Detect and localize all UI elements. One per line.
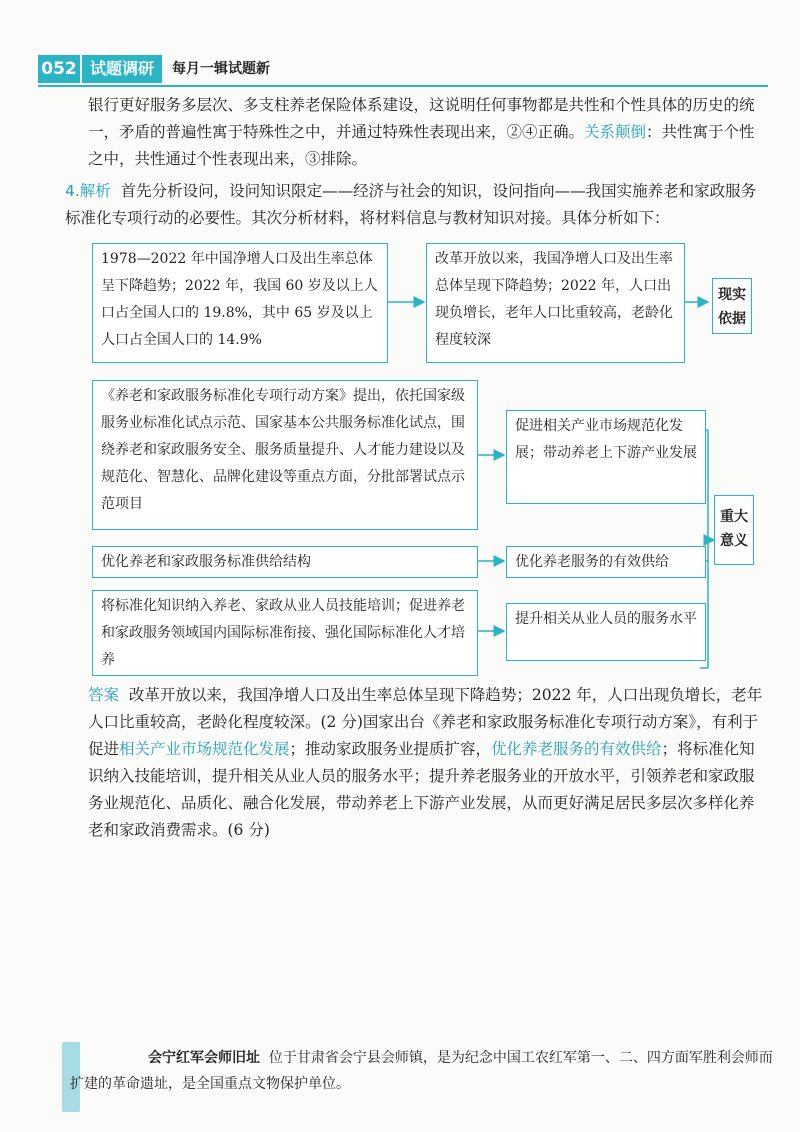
section-subtitle: 每月一辑试题新	[172, 61, 270, 77]
result-box-3: 优化养老服务的有效供给	[506, 546, 706, 578]
footer-note	[70, 1045, 780, 1097]
material-box-4: 将标准化知识纳入养老、家政从业人员技能培训；促进养老和家政服务领域国内国际标准衔接、强化国际标准化人才培养	[92, 590, 478, 676]
answer-text-2: ；推动家政服务业提质扩容，	[289, 740, 492, 758]
intro-highlight: 关系颠倒	[584, 123, 647, 141]
material-box-2: 《养老和家政服务标准化专项行动方案》提出，依托国家级服务业标准化试点示范、国家基本公共服务标准化试点，围绕养老和家政服务安全、服务质量提升、人才能力建设以及规范化、智慧化、品牌化建设等重点方面，分批部署试点示范项目	[92, 380, 478, 530]
intro-text-end: ：共性寓于个性之中，共性通过个性表现出来，③排除。	[88, 123, 755, 168]
answer-highlight-1: 相关产业市场规范化发展	[119, 740, 290, 758]
side-label-basis: 现实依据	[712, 278, 752, 334]
intro-text: 银行更好服务多层次、多支柱养老保险体系建设，这说明任何事物都是共性和个性具体的历史的统一，矛盾的普遍性寓于特殊性之中，并通过特殊性表现出来，②④正确。	[88, 96, 755, 141]
material-box-3: 优化养老和家政服务标准供给结构	[92, 546, 478, 578]
answer-text-3: ；将标准化知识纳入技能培训，提升相关从业人员的服务水平；提升养老服务业的开放水平，引领养老和家政服务业规范化、品质化、融合化发展，带动养老上下游产业发展，从而更好满足居民多层次多样化养老和家政消费需求。(6 分)	[88, 740, 755, 839]
answer-text-1: 改革开放以来，我国净增人口及出生率总体呈现下降趋势；2022 年，人口出现负增长，老年人口比重较高，老龄化程度较深。(2 分)国家出台《养老和家政服务标准化专项行动方案》，有利于促进	[88, 686, 763, 758]
answer-paragraph	[88, 682, 768, 844]
answer-label: 答案	[88, 686, 120, 704]
material-box-1: 1978—2022 年中国净增人口及出生率总体呈下降趋势；2022 年，我国 60 岁及以上人口占全国人口的 19.8%，其中 65 岁及以上人口占全国人口的 14.9%	[92, 243, 388, 363]
page-number: 052	[38, 55, 80, 83]
answer-highlight-2: 优化养老服务的有效供给	[491, 740, 662, 758]
side-label-significance: 重大意义	[714, 495, 754, 565]
question-number: 4.	[65, 182, 80, 200]
result-box-2: 促进相关产业市场规范化发展；带动养老上下游产业发展	[506, 410, 706, 504]
footer-text: 位于甘肃省会宁县会师镇，是为纪念中国工农红军第一、二、四方面军胜利会师而扩建的革命遗址，是全国重点文物保护单位。	[70, 1050, 773, 1092]
analysis-text: 首先分析设问，设问知识限定——经济与社会的知识，设问指向——我国实施养老和家政服务标准化专项行动的必要性。其次分析材料，将材料信息与教材知识对接。具体分析如下：	[65, 182, 757, 227]
footer-title: 会宁红军会师旧址	[148, 1050, 260, 1066]
analysis-label: 解析	[79, 182, 111, 200]
result-box-1: 改革开放以来，我国净增人口及出生率总体呈现下降趋势；2022 年，人口出现负增长，老年人口比重较高，老龄化程度较深	[426, 243, 685, 363]
result-box-4: 提升相关从业人员的服务水平	[506, 603, 706, 661]
section-title: 试题调研	[82, 55, 162, 83]
